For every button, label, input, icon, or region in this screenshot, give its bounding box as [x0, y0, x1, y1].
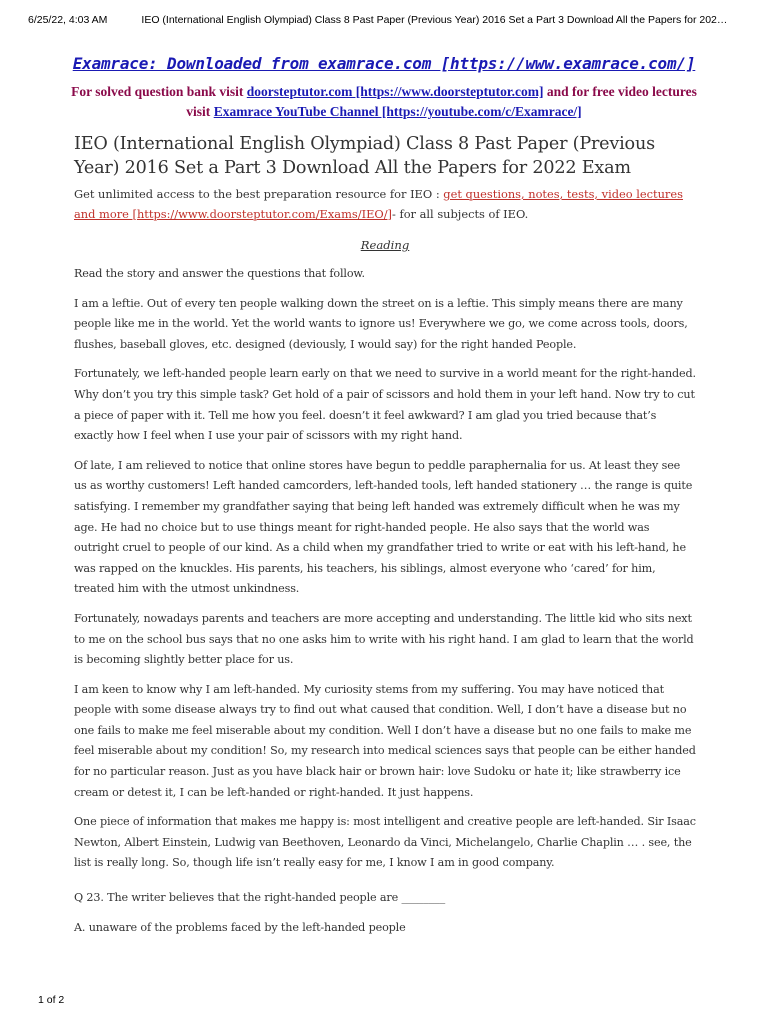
print-header — [28, 14, 740, 26]
intro-text-2: - for all subjects of IEO. — [392, 207, 529, 221]
paragraph-2: Fortunately, we left-handed people learn early on that we need to survive in a world meant for the right-handed. Why don’t you try this simple task? Get hold of a pair of scissors and hold them in your left hand. Now try to cut a piece of paper with it. Tell me how you feel. doesn’t it feel awkward? I am glad you tried because that’s exactly how I feel when I use your pair of scissors with my right hand. — [74, 367, 696, 443]
paragraph-3: Of late, I am relieved to notice that online stores have begun to peddle paraphernalia for us. At least they see us as worthy customers! Left handed camcorders, left-handed tools, left handed stationery … the range is quite satisfying. I remember my grandfather saying that being left handed was extremely difficult when he was my age. He had no choice but to use things meant for right-handed people. He also says that the world was outright cruel to people of our kind. As a child when my grandfather tried to write or eat with his left-hand, he was rapped on the knuckles. His parents, his teachers, his siblings, almost everyone who ‘cared’ for him, treated him with the utmost unkindness. — [74, 458, 693, 596]
print-date: 6/25/22, 4:03 AM — [28, 14, 108, 26]
paragraph-5: I am keen to know why I am left-handed. My curiosity stems from my suffering. You may have noticed that people with some disease always try to find out what caused that condition. Well, I don’t have a disease but no one fails to make me feel miserable about my condition. Well I don’t have a disease but no one fails to make me feel miserable about my condition! So, my research into medical sciences says that people can be either handed for no particular reason. Just as you have black hair or brown hair: love Sudoku or hate it; like strawberry ice cream or detest it, I can be left-handed or right-handed. It just happens. — [74, 682, 696, 799]
ieo-resources-link[interactable]: get questions, notes, tests, video lectures and more [https://www.doorsteptutor.com/Exams/IEO/] — [74, 187, 683, 221]
paragraph-6: One piece of information that makes me happy is: most intelligent and creative people are left-handed. Sir Isaac Newton, Albert Einstein, Ludwig van Beethoven, Leonardo da Vinci, Michelangelo, Charlie Chaplin … . see, the list is really long. So, though life isn’t really easy for me, I know I am in good company. — [74, 815, 696, 870]
promo-text-1: For solved question bank visit — [71, 84, 247, 99]
document-body — [74, 132, 696, 947]
promo-text — [60, 82, 708, 122]
paragraph-1: I am a leftie. Out of every ten people walking down the street on is a leftie. This simply means there are many people like me in the world. Yet the world wants to ignore us! Everywhere we go, we come across tools, doors, flushes, baseball gloves, etc. designed (deviously, I would say) for the right handed People. — [74, 296, 688, 351]
promo-text-2: and for free video lectures visit — [186, 84, 697, 119]
option-a: A. unaware of the problems faced by the left-handed people — [74, 920, 406, 934]
print-title: IEO (International English Olympiad) Class 8 Past Paper (Previous Year) 2016 Set a Part 3 Download All the Papers for 202… — [141, 14, 728, 26]
intro-text — [74, 184, 696, 224]
site-banner-link[interactable]: Examrace: Downloaded from examrace.com [https://www.examrace.com/] — [72, 54, 696, 73]
paragraph-instructions: Read the story and answer the questions that follow. — [74, 267, 365, 280]
intro-text-1: Get unlimited access to the best preparation resource for IEO : — [74, 187, 444, 201]
paragraph-4: Fortunately, nowadays parents and teachers are more accepting and understanding. The little kid who sits next to me on the school bus says that no one asks him to write with his right hand. I am glad to learn that the world is becoming slightly better place for us. — [74, 611, 694, 667]
page-title: IEO (International English Olympiad) Class 8 Past Paper (Previous Year) 2016 Set a Part 3 Download All the Papers for 2022 Exam — [74, 134, 655, 178]
youtube-channel-link[interactable]: Examrace YouTube Channel [https://youtube.com/c/Examrace/] — [213, 104, 582, 119]
page-number: 1 of 2 — [38, 994, 65, 1006]
question-23: Q 23. The writer believes that the right-handed people are ________ — [74, 891, 446, 905]
doorsteptutor-link[interactable]: doorsteptutor.com [https://www.doorsteptutor.com] — [246, 84, 544, 99]
section-heading-reading: Reading — [360, 238, 410, 252]
